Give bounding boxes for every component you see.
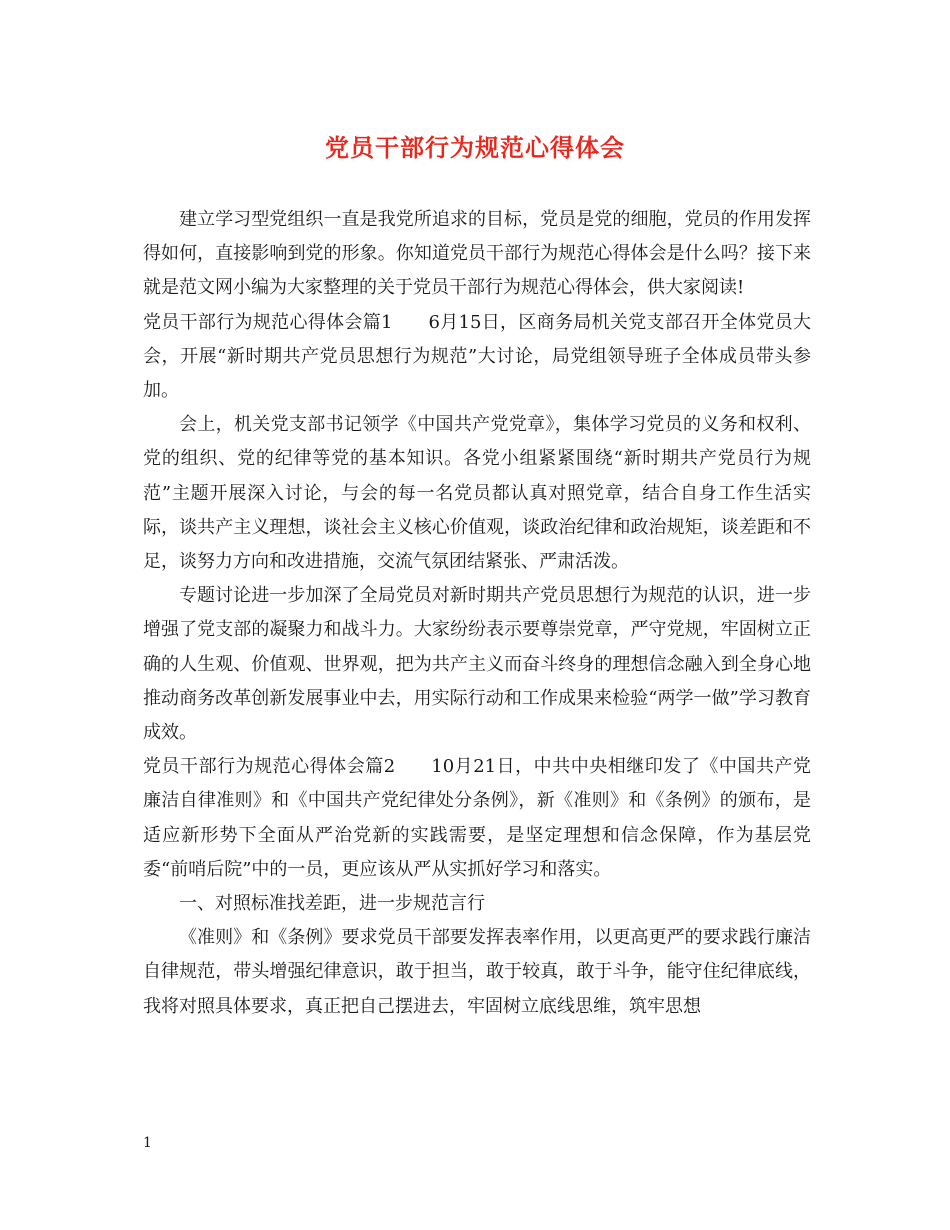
document-title: 党员干部行为规范心得体会	[325, 133, 625, 162]
section-1-heading: 党员干部行为规范心得体会篇1	[143, 311, 393, 333]
section-2-text: 10月21日，中共中央相继印发了《中国共产党廉洁自律准则》和《中国共产党纪律处分条例》，新《准则》和《条例》的颁布，是适应新形势下全面从严治党新的实践需要，是坚定理想和信念保障，作为基层党委“前哨后院”中的一员，更应该从严从实抓好学习和落实。	[143, 756, 811, 880]
body-paragraph-2: 专题讨论进一步加深了全局党员对新时期共产党员思想行为规范的认识，进一步增强了党支部的凝聚力和战斗力。大家纷纷表示要尊崇党章，严守党规，牢固树立正确的人生观、价值观、世界观，把为共产主义而奋斗终身的理想信念融入到全身心地推动商务改革创新发展事业中去，用实际行动和工作成果来检验“两学一做”学习教育成效。	[143, 585, 811, 744]
intro-paragraph: 建立学习型党组织一直是我党所追求的目标，党员是党的细胞，党员的作用发挥得如何，直接影响到党的形象。你知道党员干部行为规范心得体会是什么吗？接下来就是范文网小编为大家整理的关于党员干部行为规范心得体会，供大家阅读!	[143, 209, 811, 299]
section-1-paragraph	[143, 306, 811, 409]
subheading-1: 一、对照标准找差距，进一步规范言行	[179, 893, 485, 915]
section-2-heading: 党员干部行为规范心得体会篇2	[143, 756, 396, 778]
section-1-text: 6月15日，区商务局机关党支部召开全体党员大会，开展“新时期共产党员思想行为规范”大讨论，局党组领导班子全体成员带头参加。	[143, 311, 811, 402]
page-number: 1	[143, 1135, 152, 1151]
section-2-paragraph	[143, 750, 811, 887]
body-paragraph-1: 会上，机关党支部书记领学《中国共产党党章》，集体学习党员的义务和权利、党的组织、党的纪律等党的基本知识。各党小组紧紧围绕“新时期共产党员行为规范”主题开展深入讨论，与会的每一名党员都认真对照党章，结合自身工作生活实际，谈共产主义理想，谈社会主义核心价值观，谈政治纪律和政治规矩，谈差距和不足，谈努力方向和改进措施，交流气氛团结紧张、严肃活泼。	[143, 414, 811, 573]
body-paragraph-3: 《准则》和《条例》要求党员干部要发挥表率作用，以更高更严的要求践行廉洁自律规范，带头增强纪律意识，敢于担当，敢于较真，敢于斗争，能守住纪律底线，我将对照具体要求，真正把自己摆进去，牢固树立底线思维，筑牢思想	[143, 927, 811, 1017]
document-body	[143, 203, 811, 1024]
